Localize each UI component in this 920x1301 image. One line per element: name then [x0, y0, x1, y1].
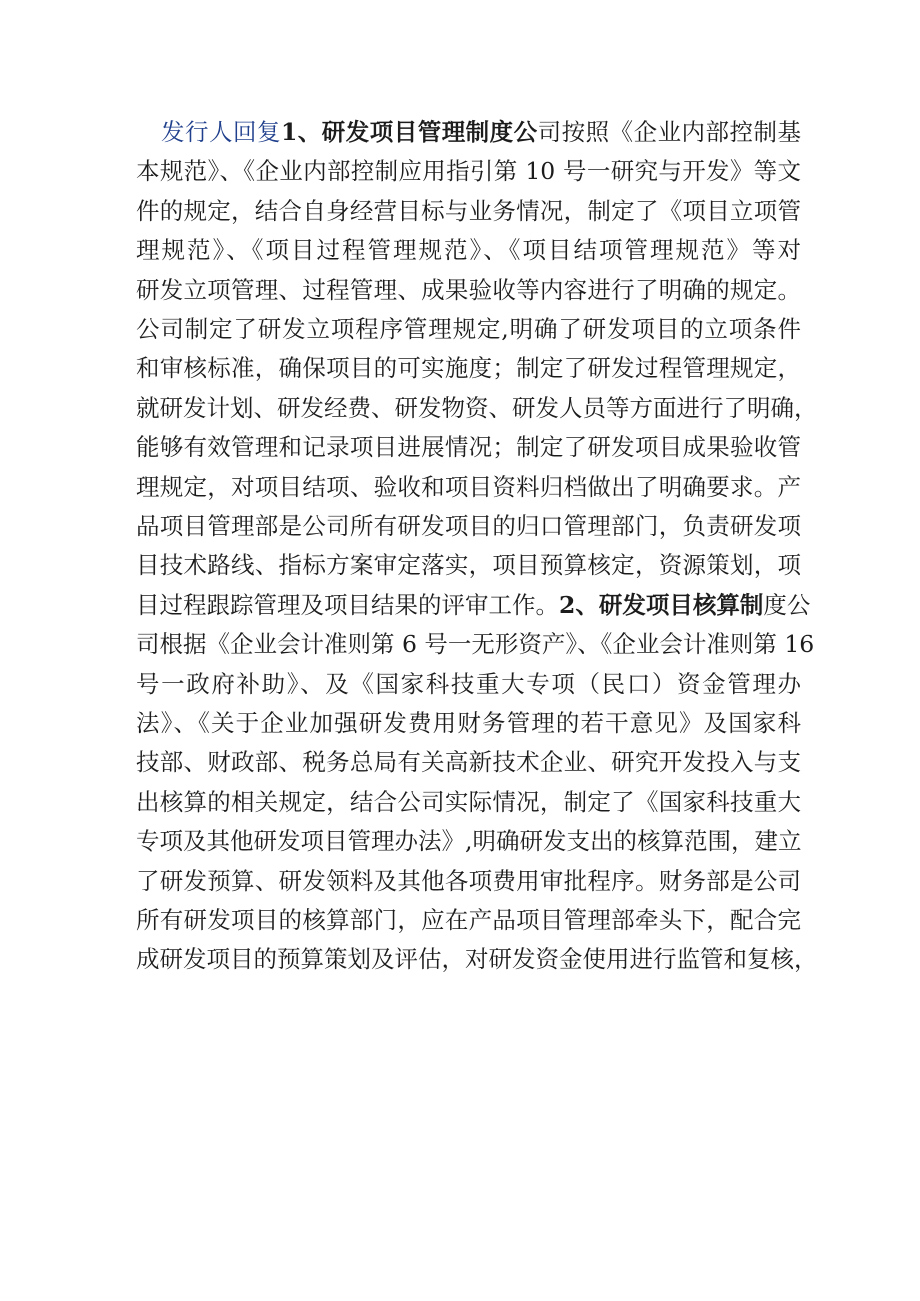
document-line — [161, 112, 801, 152]
body-text: 目过程跟踪管理及项目结果的评审工作。 — [136, 590, 559, 619]
document-line — [136, 861, 801, 901]
body-text: 技部、财政部、税务总局有关高新技术企业、研究开发投入与支 — [136, 748, 801, 777]
body-text: 理规范》、《项目过程管理规范》、《项目结项管理规范》等对 — [136, 236, 801, 265]
body-text: 出核算的相关规定，结合公司实际情况，制定了《国家科技重大 — [136, 787, 801, 816]
document-line — [136, 427, 801, 467]
document-line — [136, 388, 818, 428]
body-text: 理规定，对项目结项、验收和项目资料归档做出了明确要求。产 — [136, 472, 801, 501]
document-line — [136, 624, 815, 664]
document-line — [136, 191, 801, 231]
body-text: 本规范》、《企业内部控制应用指引第 10 号一研究与开发》等文 — [136, 157, 801, 186]
document-line — [136, 821, 801, 861]
body-text: 就研发计划、研发经费、研发物资、研发人员等方面进行了明确， — [136, 393, 818, 422]
body-text: 法》、《关于企业加强研发费用财务管理的若干意见》及国家科 — [136, 709, 801, 737]
body-text: 研发立项管理、过程管理、成果验收等内容进行了明确的规定。 — [136, 275, 801, 304]
document-line — [136, 348, 801, 388]
body-text: 品项目管理部是公司所有研发项目的归口管理部门，负责研发项 — [136, 512, 801, 540]
body-text: 了研发预算、研发领料及其他各项费用审批程序。财务部是公司 — [136, 866, 801, 895]
document-line — [136, 742, 801, 782]
body-text: 号一政府补助》、及《国家科技重大专项（民口）资金管理办 — [136, 669, 801, 698]
document-line — [136, 782, 801, 822]
document-line — [136, 900, 801, 940]
document-line — [136, 545, 801, 585]
document-line — [136, 585, 811, 625]
document-line — [136, 939, 818, 979]
body-text: 目技术路线、指标方案审定落实，项目预算核定，资源策划，项 — [136, 551, 801, 580]
document-line — [136, 309, 801, 349]
body-text: 司按照《企业内部控制基 — [537, 118, 802, 146]
body-text: 能够有效管理和记录项目进展情况；制定了研发项目成果验收管 — [136, 433, 801, 462]
section-heading: 2、研发项目核算制 — [559, 590, 764, 619]
document-line — [136, 664, 801, 704]
body-text: 成研发项目的预算策划及评估，对研发资金使用进行监管和复核， — [136, 945, 818, 974]
section-heading: 1、研发项目管理制度公 — [280, 118, 538, 146]
body-text: 公司制定了研发立项程序管理规定,明确了研发项目的立项条件 — [136, 315, 801, 343]
document-line — [136, 703, 801, 743]
body-text: 司根据《企业会计准则第 6 号一无形资产》、《企业会计准则第 16 — [136, 630, 815, 659]
body-text: 和审核标准，确保项目的可实施度；制定了研发过程管理规定， — [136, 354, 801, 383]
document-line — [136, 151, 801, 191]
body-text: 所有研发项目的核算部门，应在产品项目管理部牵头下，配合完 — [136, 906, 801, 934]
body-text: 专项及其他研发项目管理办法》,明确研发支出的核算范围，建立 — [136, 827, 802, 856]
issuer-reply-label: 发行人回复 — [161, 118, 281, 146]
document-line — [136, 230, 801, 270]
body-text: 度公 — [763, 590, 811, 619]
document-line — [136, 467, 801, 507]
body-text: 件的规定，结合自身经营目标与业务情况，制定了《项目立项管 — [136, 196, 801, 225]
document-line — [136, 506, 801, 546]
document-line — [136, 270, 801, 310]
